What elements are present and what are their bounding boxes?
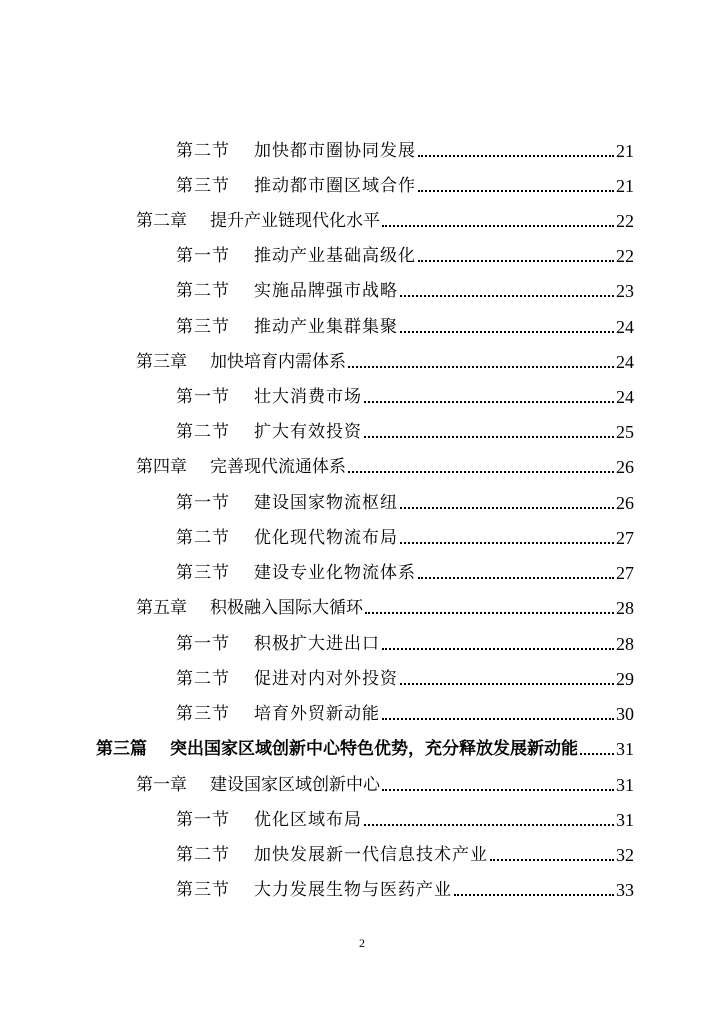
toc-entry-page: 24 [616, 317, 634, 337]
toc-entry-section[interactable] [176, 656, 634, 690]
toc-entry-label [136, 774, 380, 796]
toc-entry-page: 23 [616, 281, 634, 301]
toc-entry-title: 壮大消费市场 [254, 387, 362, 407]
toc-entry-page: 24 [616, 387, 634, 407]
toc-entry-number: 第二节 [176, 845, 230, 865]
toc-dot-leader [382, 789, 614, 791]
toc-entry-title: 突出国家区域创新中心特色优势，充分释放发展新动能 [170, 739, 578, 759]
toc-entry-section[interactable] [176, 128, 634, 162]
toc-dot-leader [364, 401, 614, 403]
toc-dot-leader [364, 436, 614, 438]
toc-entry-label [176, 527, 398, 549]
toc-entry-label [136, 456, 346, 478]
toc-entry-number: 第三节 [176, 880, 230, 900]
toc-dot-leader [400, 683, 614, 685]
toc-entry-section[interactable] [176, 374, 634, 408]
toc-entry-number: 第二节 [176, 281, 230, 301]
toc-entry-label [176, 175, 416, 197]
toc-entry-title: 建设专业化物流体系 [254, 563, 416, 583]
toc-entry-section[interactable] [176, 832, 634, 866]
toc-entry-section[interactable] [176, 515, 634, 549]
toc-entry-title: 加快都市圈协同发展 [254, 141, 416, 161]
toc-entry-page: 25 [616, 422, 634, 442]
toc-entry-label [136, 597, 363, 619]
toc-entry-label [176, 668, 398, 690]
toc-dot-leader [348, 471, 614, 473]
toc-entry-label [176, 633, 380, 655]
toc-dot-leader [400, 507, 614, 509]
toc-dot-leader [454, 894, 614, 896]
toc-entry-page: 31 [616, 739, 634, 759]
toc-entry-page: 28 [616, 634, 634, 654]
toc-entry-title: 加快培育内需体系 [210, 352, 346, 372]
toc-entry-label [176, 280, 398, 302]
toc-dot-leader [400, 295, 614, 297]
toc-entry-label [176, 421, 362, 443]
toc-entry-number: 第二节 [176, 422, 230, 442]
toc-entry-number: 第二节 [176, 141, 230, 161]
toc-entry-label [176, 316, 398, 338]
toc-entry-page: 21 [616, 141, 634, 161]
toc-entry-number: 第二节 [176, 669, 230, 689]
toc-entry-title: 推动产业基础高级化 [254, 246, 416, 266]
toc-entry-label [136, 351, 346, 373]
toc-entry-label [136, 210, 380, 232]
toc-entry-part[interactable] [96, 726, 634, 760]
toc-entry-chapter[interactable] [136, 339, 634, 373]
toc-entry-number: 第三节 [176, 563, 230, 583]
toc-entry-page: 24 [616, 352, 634, 372]
toc-entry-chapter[interactable] [136, 585, 634, 619]
toc-entry-number: 第一节 [176, 246, 230, 266]
toc-entry-title: 优化区域布局 [254, 810, 362, 830]
toc-entry-chapter[interactable] [136, 444, 634, 478]
toc-entry-page: 31 [616, 775, 634, 795]
toc-entry-number: 第二节 [176, 528, 230, 548]
toc-entry-title: 完善现代流通体系 [210, 457, 346, 477]
toc-dot-leader [382, 648, 614, 650]
toc-entry-page: 31 [616, 810, 634, 830]
toc-entry-label [96, 738, 578, 760]
toc-dot-leader [348, 366, 614, 368]
toc-entry-title: 积极扩大进出口 [254, 634, 380, 654]
toc-entry-label [176, 703, 380, 725]
toc-dot-leader [490, 859, 614, 861]
toc-entry-label [176, 245, 416, 267]
toc-entry-section[interactable] [176, 621, 634, 655]
toc-entry-title: 积极融入国际大循环 [210, 598, 363, 618]
toc-entry-chapter[interactable] [136, 762, 634, 796]
toc-dot-leader [365, 612, 614, 614]
toc-entry-page: 33 [616, 880, 634, 900]
toc-entry-title: 扩大有效投资 [254, 422, 362, 442]
toc-entry-title: 建设国家物流枢纽 [254, 493, 398, 513]
toc-entry-number: 第一节 [176, 493, 230, 513]
toc-entry-number: 第三篇 [96, 739, 147, 759]
toc-entry-title: 推动都市圈区域合作 [254, 176, 416, 196]
toc-entry-title: 实施品牌强市战略 [254, 281, 398, 301]
toc-entry-number: 第一章 [136, 775, 187, 795]
toc-entry-section[interactable] [176, 691, 634, 725]
toc-entry-page: 26 [616, 493, 634, 513]
toc-dot-leader [382, 718, 614, 720]
toc-entry-label [176, 809, 362, 831]
toc-entry-title: 提升产业链现代化水平 [210, 211, 380, 231]
toc-entry-title: 促进对内对外投资 [254, 669, 398, 689]
toc-entry-title: 推动产业集群集聚 [254, 317, 398, 337]
toc-entry-title: 优化现代物流布局 [254, 528, 398, 548]
toc-entry-label [176, 562, 416, 584]
toc-entry-page: 22 [616, 246, 634, 266]
toc-entry-page: 27 [616, 528, 634, 548]
toc-entry-title: 大力发展生物与医药产业 [254, 880, 452, 900]
toc-entry-section[interactable] [176, 268, 634, 302]
toc-entry-page: 32 [616, 845, 634, 865]
toc-entry-page: 22 [616, 211, 634, 231]
toc-entry-page: 27 [616, 563, 634, 583]
toc-entry-label [176, 140, 416, 162]
toc-entry-section[interactable] [176, 409, 634, 443]
toc-entry-page: 26 [616, 457, 634, 477]
toc-entry-label [176, 492, 398, 514]
toc-entry-page: 30 [616, 704, 634, 724]
toc-dot-leader [400, 331, 614, 333]
toc-entry-page: 28 [616, 598, 634, 618]
toc-entry-label [176, 879, 452, 901]
toc-entry-number: 第三节 [176, 176, 230, 196]
toc-entry-section[interactable] [176, 867, 634, 901]
toc-dot-leader [580, 753, 614, 755]
toc-entry-number: 第五章 [136, 598, 187, 618]
toc-entry-number: 第三节 [176, 704, 230, 724]
toc-entry-section[interactable] [176, 304, 634, 338]
toc-entry-number: 第一节 [176, 387, 230, 407]
toc-entry-label [176, 844, 488, 866]
toc-dot-leader [418, 155, 614, 157]
toc-entry-page: 29 [616, 669, 634, 689]
toc-entry-section[interactable] [176, 480, 634, 514]
toc-entry-section[interactable] [176, 163, 634, 197]
toc-dot-leader [400, 542, 614, 544]
toc-dot-leader [364, 824, 614, 826]
toc-entry-page: 21 [616, 176, 634, 196]
toc-entry-number: 第三章 [136, 352, 187, 372]
toc-entry-number: 第一节 [176, 810, 230, 830]
page-number: 2 [359, 936, 365, 950]
toc-dot-leader [418, 190, 614, 192]
toc-dot-leader [418, 260, 614, 262]
toc-entry-number: 第二章 [136, 211, 187, 231]
toc-entry-number: 第一节 [176, 634, 230, 654]
toc-entry-section[interactable] [176, 797, 634, 831]
toc-entry-number: 第四章 [136, 457, 187, 477]
toc-entry-section[interactable] [176, 233, 634, 267]
toc-entry-chapter[interactable] [136, 198, 634, 232]
toc-entry-number: 第三节 [176, 317, 230, 337]
toc-entry-title: 培育外贸新动能 [254, 704, 380, 724]
toc-entry-title: 加快发展新一代信息技术产业 [254, 845, 488, 865]
toc-dot-leader [382, 225, 614, 227]
toc-dot-leader [418, 577, 614, 579]
toc-entry-title: 建设国家区域创新中心 [210, 775, 380, 795]
toc-entry-section[interactable] [176, 550, 634, 584]
toc-entry-label [176, 386, 362, 408]
